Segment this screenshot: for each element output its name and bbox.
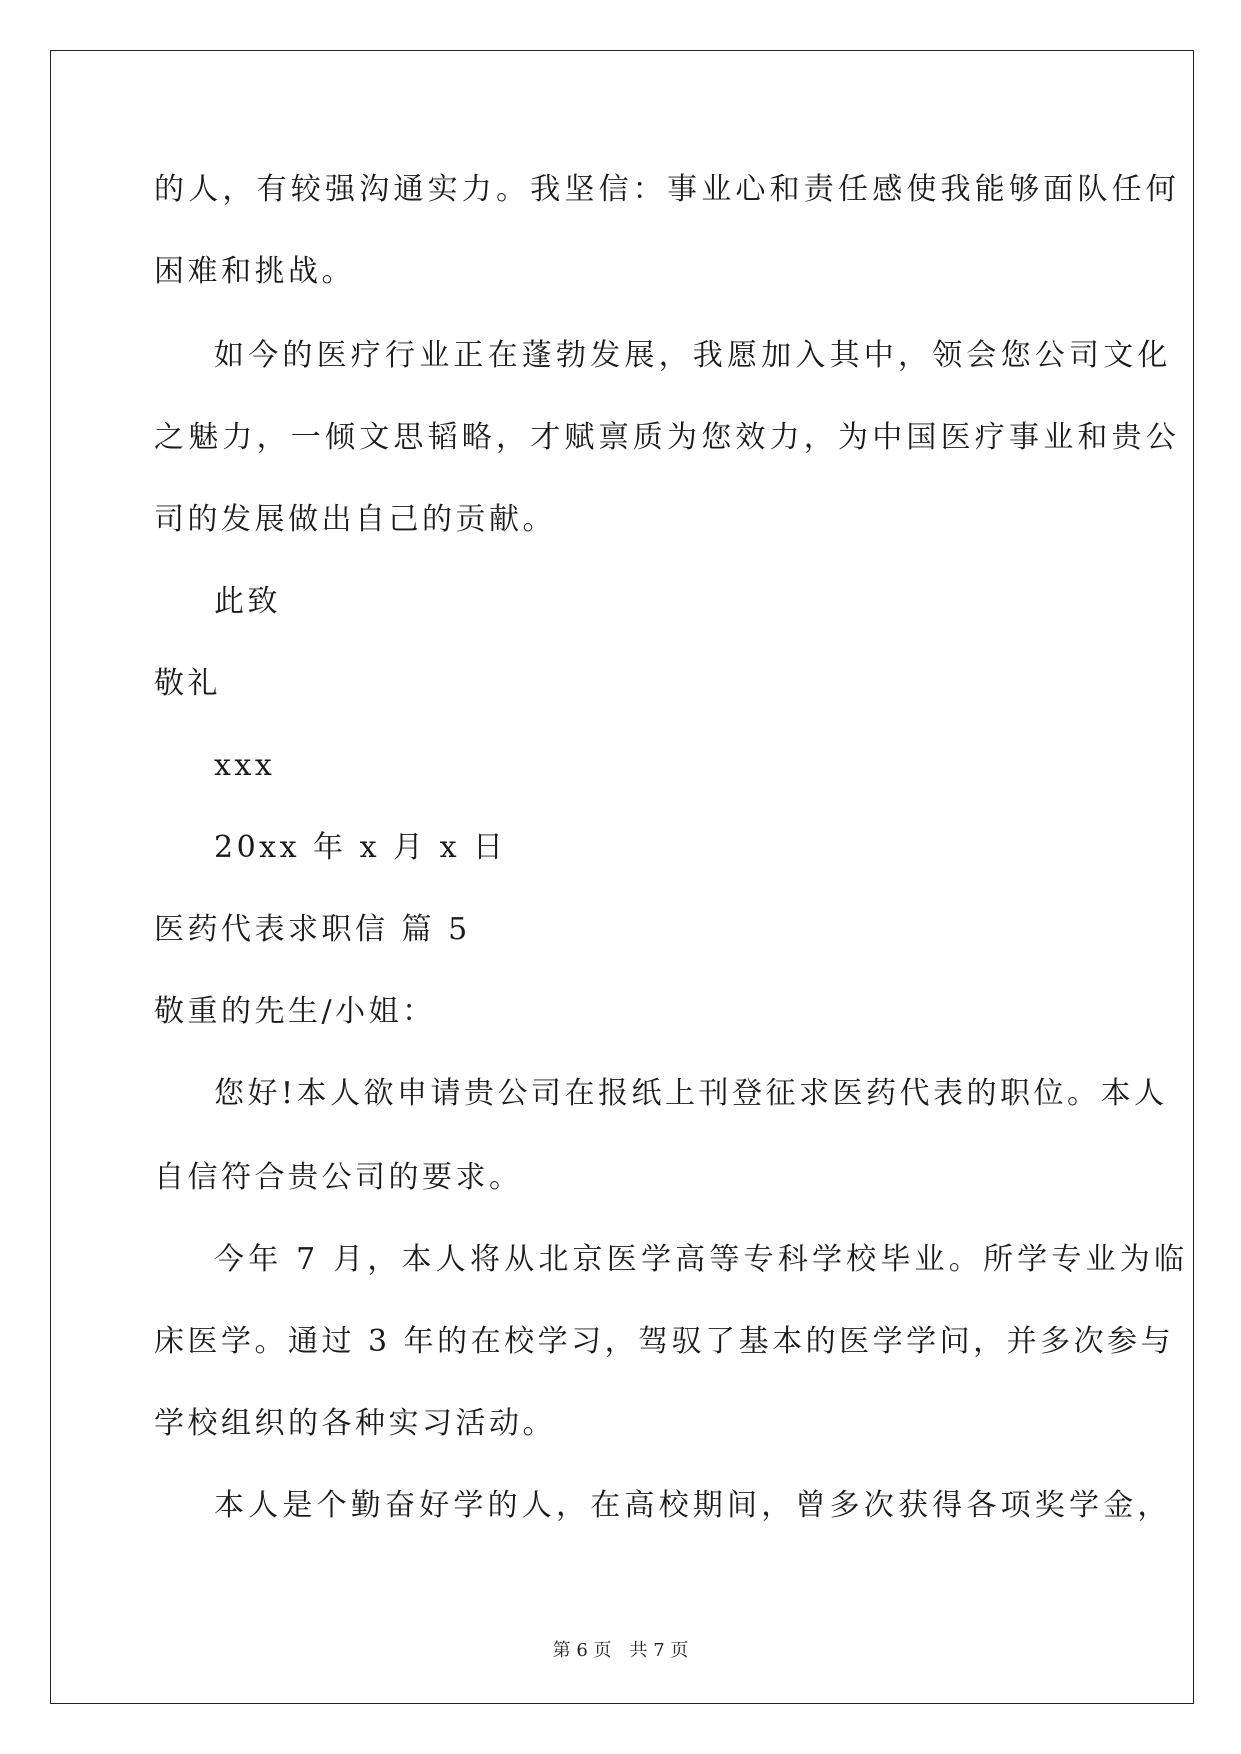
signature-date: 20xx 年 x 月 x 日 [214, 830, 507, 865]
paragraph-line: 自信符合贵公司的要求。 [154, 1160, 523, 1195]
paragraph-line: 如今的医疗行业正在蓬勃发展，我愿加入其中，领会您公司文化 [214, 338, 1172, 373]
paragraph-line: 学校组织的各种实习活动。 [154, 1406, 556, 1441]
paragraph-line: 床医学。通过 3 年的在校学习，驾驭了基本的医学学问，并多次参与 [154, 1324, 1175, 1359]
greeting: 敬重的先生/小姐： [154, 994, 436, 1029]
paragraph-line: 今年 7 月，本人将从北京医学高等专科学校毕业。所学专业为临 [214, 1242, 1189, 1277]
page-footer: 第 6 页 共 7 页 [552, 1640, 689, 1661]
closing-salutation: 此致 [214, 584, 281, 619]
paragraph-line: 困难和挑战。 [154, 254, 355, 289]
closing-regards: 敬礼 [154, 666, 221, 701]
paragraph-line: 的人，有较强沟通实力。我坚信：事业心和责任感使我能够面队任何 [154, 172, 1180, 207]
paragraph-line: 之魅力，一倾文思韬略，才赋禀质为您效力，为中国医疗事业和贵公 [154, 420, 1180, 455]
paragraph-line: 本人是个勤奋好学的人，在高校期间，曾多次获得各项奖学金， [214, 1488, 1172, 1523]
section-heading: 医药代表求职信 篇 5 [154, 912, 471, 947]
paragraph-line: 司的发展做出自己的贡献。 [154, 502, 556, 537]
paragraph-line: 您好!本人欲申请贵公司在报纸上刊登征求医药代表的职位。本人 [214, 1076, 1168, 1111]
signature-name: xxx [214, 748, 276, 783]
page-border [50, 50, 1194, 1704]
